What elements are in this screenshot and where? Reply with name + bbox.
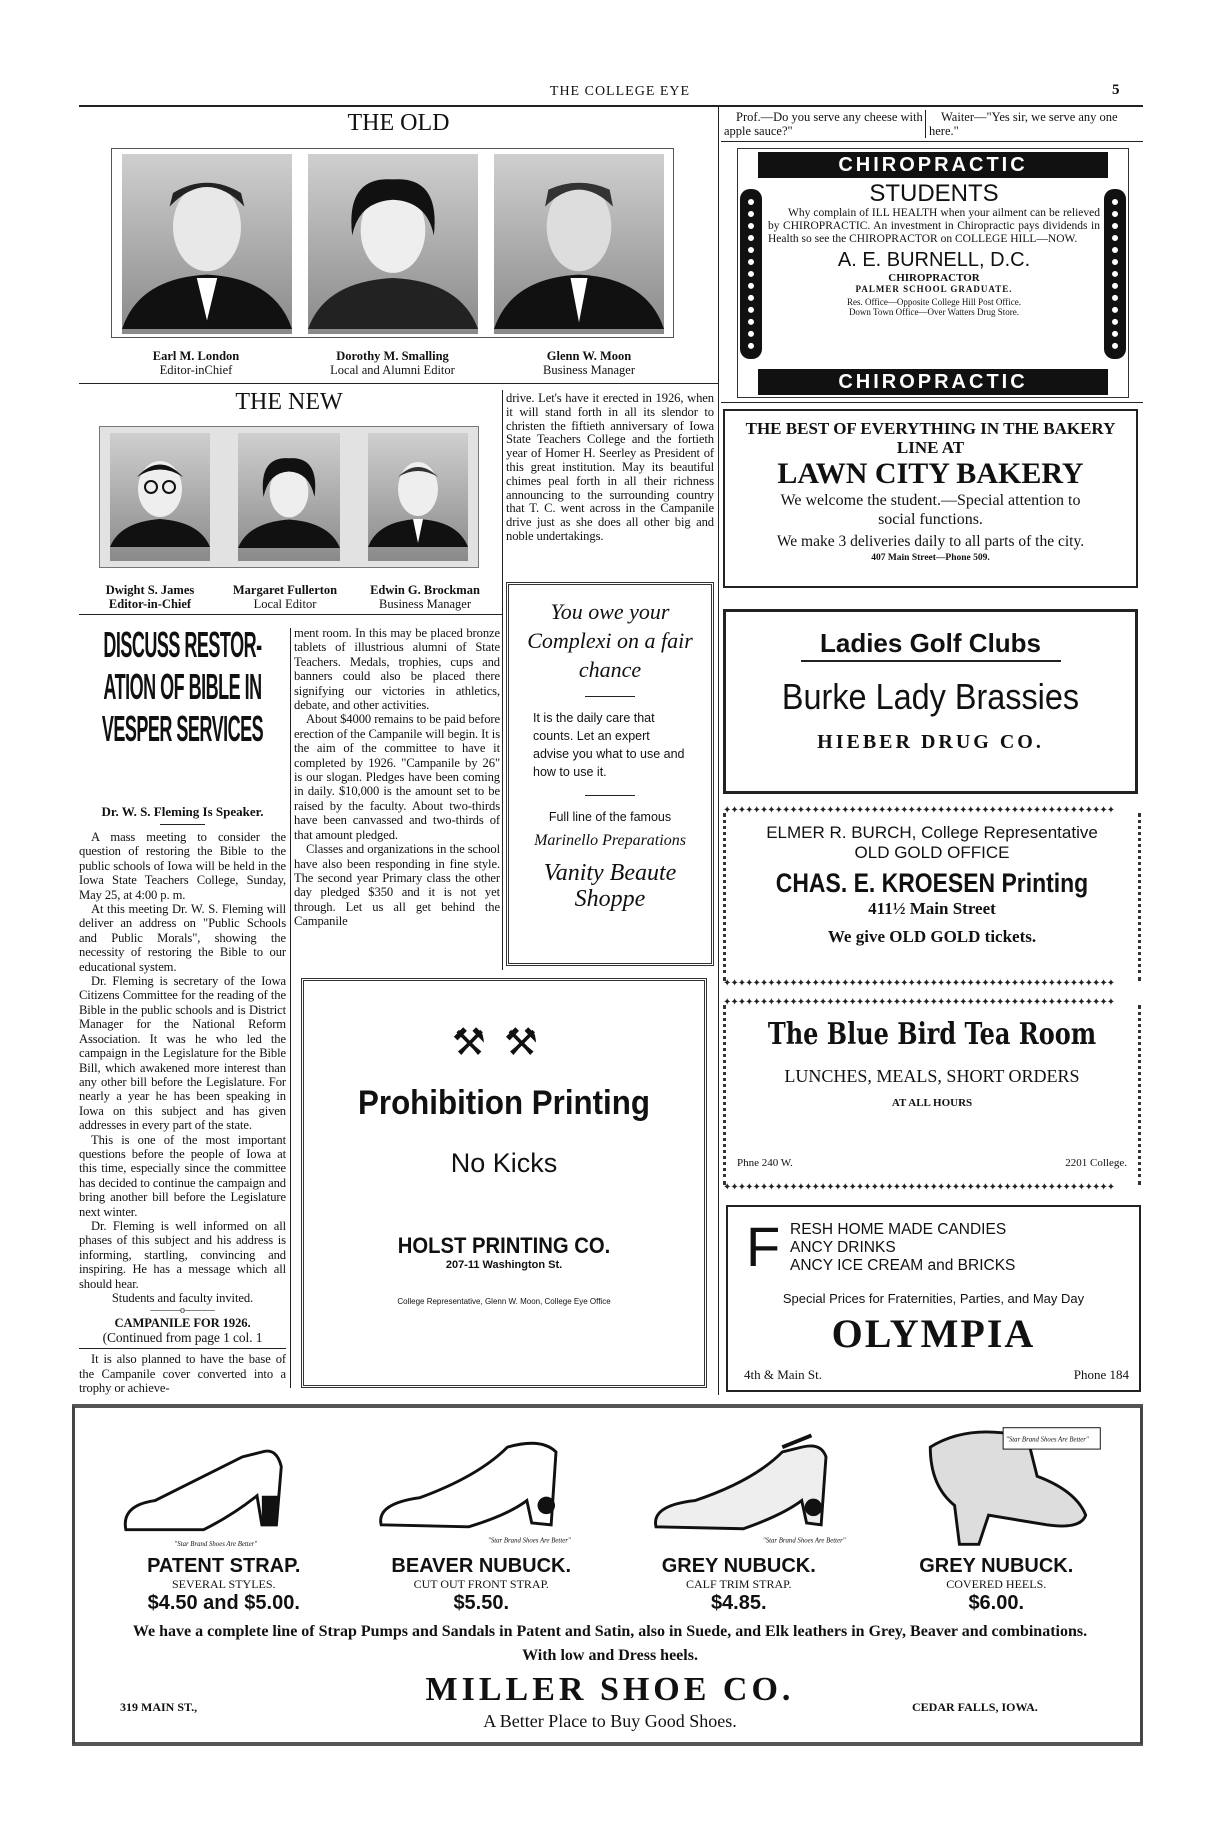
shoe-desc: SEVERAL STYLES. [171,1577,276,1591]
ad-border-bottom [72,1742,1143,1746]
staff-caption [220,583,350,611]
staff-caption [111,349,281,377]
vanity-body: It is the daily care that counts. Let an expert advise you what to use and how to use it. [533,711,685,779]
kroesen-office: OLD GOLD OFFICE [854,843,1010,862]
page-number: 5 [1112,82,1120,98]
olympia-address: 4th & Main St. [744,1367,823,1382]
photo-margaret-fullerton [238,433,340,561]
staff-name: Dwight S. James [105,583,195,597]
kroesen-tickets: We give OLD GOLD tickets. [827,927,1037,946]
star-border: ✦✦✦✦✦✦✦✦✦✦✦✦✦✦✦✦✦✦✦✦✦✦✦✦✦✦✦✦✦✦✦✦✦✦✦✦✦✦✦✦✦✦✦✦✦✦✦✦✦✦✦✦✦ [723,805,1115,816]
staff-caption [355,583,495,611]
section-rule [721,141,1143,142]
staff-role: Editor-in-Chief [108,597,192,611]
new-heading: THE NEW [235,389,343,415]
staff-caption [298,349,488,377]
shoe-tag: "Star Brand Shoes Are Better" [173,1541,257,1549]
shoe-item [109,1555,339,1614]
ad-border-top [72,1404,1143,1408]
section-rule [721,402,1143,403]
staff-name: Edwin G. Brockman [370,583,480,597]
chiro-school: PALMER SCHOOL GRADUATE. [855,284,1013,294]
olympia-item: RESH HOME MADE CANDIES [790,1221,1007,1238]
column-divider [502,390,503,970]
ad-border-left [72,1406,75,1744]
shoe-item [624,1555,854,1614]
paragraph: A mass meeting to consider the question of restoring the Bible to the public schools of Iowa will be held in the Iowa State Teachers College, Sunday, May 25, at 4:00 p. m. [79,830,286,902]
kroesen-name: CHAS. E. KROESEN Printing [775,868,1089,898]
campanile-conclusion: drive. Let's have it erected in 1926, when it will stand forth in all its slendor to christen the fiftieth anniversary of Iowa State Teachers College and the fortieth year of Homer H. Seerley as President of this great institution. May its beautiful chimes peal forth in all their richness announcing to the surrounding country that T. C. went across in the Campanile drive just as she does all other big and noble undertakings. [506,391,714,543]
shoe-tag: "Star Brand Shoes Are Better" [762,1537,846,1545]
shoe-illustrations [95,1418,1125,1554]
shoe-desc: COVERED HEELS. [946,1577,1047,1591]
prohibition-printing-ad [301,978,707,1388]
ad-border-right [1140,1406,1143,1744]
continued-note: (Continued from page 1 col. 1 [79,1331,286,1349]
bakery-welcome: We welcome the student.—Special attention to social functions. [780,492,1081,528]
printer-figures-icon: ⚒⚒ [451,1022,557,1064]
photo-edwin-brockman [368,433,468,561]
star-border [723,1005,726,1185]
campanile-body [294,626,500,929]
bakery-intro: THE BEST OF EVERYTHING IN THE BAKERY LINE AT [745,419,1116,457]
shoe-tag: "Star Brand Shoes Are Better" [487,1537,571,1545]
bluebird-menu: LUNCHES, MEALS, SHORT ORDERS [784,1066,1080,1086]
drop-cap: F [746,1215,781,1278]
olympia-name: OLYMPIA [831,1311,1036,1356]
chiropractic-banner: CHIROPRACTIC [758,152,1108,178]
shoe-line-description: We have a complete line of Strap Pumps and Sandals in Patent and Satin, also in Suede, and Elk leathers in Grey, Beaver and combinations. With low and Dress heels. [132,1623,1088,1664]
campanile-heading: CAMPANILE FOR 1926. [114,1316,251,1331]
shoe-desc: CUT OUT FRONT STRAP. [413,1577,549,1591]
holst-rep: College Representative, Glenn W. Moon, College Eye Office [397,1297,611,1306]
staff-name: Earl M. London [152,349,240,363]
staff-role: Business Manager [543,363,635,377]
article-headline: DISCUSS RESTOR-ATION OF BIBLE IN VESPER SERVICES [101,624,264,749]
staff-name: Margaret Fullerton [232,583,338,597]
shoe-price: $5.50. [453,1592,510,1614]
kroesen-rep: ELMER R. BURCH, College Representative [766,823,1098,842]
shoe-price: $6.00. [968,1592,1025,1614]
golf-product: Burke Lady Brassies [781,676,1080,717]
shoe-patent-strap-icon [113,1418,333,1554]
old-heading: THE OLD [347,110,450,136]
kroesen-address: 411½ Main Street [868,899,996,918]
photo-glenn-moon [494,154,664,334]
paragraph: Dr. Fleming is well informed on all phases of this subject and his address is informing, startling, convincing and inspiring. He has a message which all should hear. [79,1218,286,1291]
column-divider [290,628,291,1388]
shoe-desc: CALF TRIM STRAP. [686,1577,792,1591]
star-border [1138,813,1141,981]
chiro-title: CHIROPRACTOR [888,272,980,284]
shoe-tag: "Star Brand Shoes Are Better" [1005,1436,1089,1444]
bluebird-name: The Blue Bird Tea Room [767,1017,1097,1052]
short-rule [585,696,635,697]
shoe-grey-nubuck-strap-icon [643,1418,873,1554]
bluebird-hours: AT ALL HOURS [891,1097,973,1109]
photo-earl-london [122,154,292,334]
section-rule [79,383,718,384]
chiro-heading: STUDENTS [869,180,999,207]
miller-address: 319 MAIN ST., [120,1700,198,1714]
old-staff-names [111,349,674,377]
staff-role: Local Editor [253,597,317,611]
prohibition-title: Prohibition Printing [358,1084,650,1122]
paragraph: ment room. In this may be placed bronze tablets of illustrious alumni of State Teachers. Medals, trophies, cups and banners could also be placed there signifying our victories in athletics, debate, and other activities. [294,626,500,713]
bakery-address: 407 Main Street—Phone 509. [871,553,990,563]
paragraph: At this meeting Dr. W. S. Fleming will deliver an address on "Public Schools and Public Morals", showing the necessity of restoring the Bible to our educational system. [79,902,286,974]
bluebird-address: 2201 College. [1065,1157,1127,1169]
staff-role: Editor-inChief [159,363,233,377]
article-column [79,624,286,1395]
shoe-beaver-nubuck-icon [368,1418,608,1554]
chiropractic-banner: CHIROPRACTIC [758,369,1108,395]
spine-icon [740,189,762,359]
vanity-beaute-ad [506,582,714,966]
holst-company: HOLST PRINTING CO. [397,1233,611,1258]
shoe-name: PATENT STRAP. [147,1555,301,1577]
miller-slogan: A Better Place to Buy Good Shoes. [483,1711,737,1731]
short-rule [585,795,635,796]
shoe-price: $4.50 and $5.00. [147,1592,300,1614]
miller-shoe-name: MILLER SHOE CO. [425,1671,795,1708]
header-rule [79,105,1143,107]
prohibition-tagline: No Kicks [450,1148,558,1178]
paragraph: About $4000 remains to be paid before erection of the Campanile will begin. It is the aim of the committee to have it completed by 1926. "Campanile by 26" is our slogan. Pledges have been coming in daily. $10,000 is the amount set to be raised by the faculty. About two-thirds have been canvassed and two-thirds of that amount pledged. [294,712,500,842]
chiro-town-office: Down Town Office—Over Watters Drug Store. [848,307,1020,317]
olympia-special: Special Prices for Fraternities, Parties, and May Day [782,1291,1085,1306]
joke-prof: Prof.—Do you serve any cheese with apple sauce?" [724,110,923,138]
joke-divider [925,110,926,138]
old-photo-frame [111,148,674,338]
kroesen-printing-ad [723,805,1141,989]
paragraph: This is one of the most important questions before the people of Iowa at this time, especially since the committee has decided to continue the campaign and bring another bill before the Legislature next winter. [79,1132,286,1219]
photo-dwight-james [110,433,210,561]
paragraph: Classes and organizations in the school have also been responding in fine style. The second year Primary class the other day pledged $350 and it is not yet through. Let us all get behind the Campanile [294,842,500,929]
blue-bird-tea-room-ad [723,997,1141,1193]
shoe-grey-nubuck-heels-icon [908,1418,1108,1554]
headline-wrap [79,624,286,800]
shoe-price: $4.85. [710,1592,767,1614]
article-subhead: Dr. W. S. Fleming Is Speaker. [101,804,264,819]
joke-waiter: Waiter—"Yes sir, we serve any one here." [929,110,1118,138]
vanity-headline: You owe your Complexi on a fair chance [527,599,693,682]
new-staff-names [85,583,495,611]
spine-icon [1104,189,1126,359]
bakery-delivery: We make 3 deliveries daily to all parts of the city. [776,533,1085,550]
lawn-city-bakery-ad [723,409,1138,588]
ornament-divider: ———o——— [150,1305,215,1317]
short-rule [160,824,205,825]
staff-name: Glenn W. Moon [546,349,632,363]
miller-city: CEDAR FALLS, IOWA. [912,1700,1038,1714]
hieber-golf-ad [723,609,1138,794]
star-border: ✦✦✦✦✦✦✦✦✦✦✦✦✦✦✦✦✦✦✦✦✦✦✦✦✦✦✦✦✦✦✦✦✦✦✦✦✦✦✦✦✦✦✦✦✦✦✦✦✦✦✦✦✦ [723,997,1115,1008]
chiro-name: A. E. BURNELL, D.C. [837,249,1031,271]
bakery-name: LAWN CITY BAKERY [777,457,1084,490]
paragraph: Dr. Fleming is secretary of the Iowa Citizens Committee for the reading of the Bible in the public schools and is District Manager for the National Reform Association. It was he who led the campaign in the Legislature for the Bible Bill, which awakened more interest than any other bill before the Legislature. For nearly a year he has been speaking in Iowa on this subject and has given addresses in every part of the state. [79,974,286,1133]
shoe-name: GREY NUBUCK. [661,1555,816,1577]
olympia-item: ANCY DRINKS [790,1239,896,1256]
staff-caption [85,583,215,611]
newspaper-title: THE COLLEGE EYE [549,84,691,99]
chiropractic-ad [737,148,1129,398]
vanity-line: Full line of the famous [548,810,672,824]
star-border: ✦✦✦✦✦✦✦✦✦✦✦✦✦✦✦✦✦✦✦✦✦✦✦✦✦✦✦✦✦✦✦✦✦✦✦✦✦✦✦✦✦✦✦✦✦✦✦✦✦✦✦✦✦ [723,1182,1115,1193]
chiro-res-office: Res. Office—Opposite College Hill Post Office. [847,297,1021,307]
star-border [723,813,726,981]
staff-caption [504,349,674,377]
new-photo-frame [99,426,479,568]
shoe-item [366,1555,596,1614]
star-border [1138,1005,1141,1185]
chiro-body: Why complain of ILL HEALTH when your ailment can be relieved by CHIROPRACTIC. An investment in Chiropractic pays dividends in Health so see the CHIROPRACTOR on COLLEGE HILL—NOW. [768,207,1100,245]
olympia-phone: Phone 184 [1073,1367,1129,1382]
staff-name: Dorothy M. Smalling [336,349,449,363]
star-border: ✦✦✦✦✦✦✦✦✦✦✦✦✦✦✦✦✦✦✦✦✦✦✦✦✦✦✦✦✦✦✦✦✦✦✦✦✦✦✦✦✦✦✦✦✦✦✦✦✦✦✦✦✦ [723,978,1115,989]
vanity-shop-name: Vanity Beaute Shoppe [543,860,677,912]
staff-role: Business Manager [379,597,471,611]
golf-title: Ladies Golf Clubs [801,626,1061,662]
article-body [79,830,286,1395]
paragraph: Students and faculty invited. [111,1291,254,1305]
olympia-ad [726,1205,1141,1392]
shoe-name: BEAVER NUBUCK. [391,1555,572,1577]
bluebird-phone: Phne 240 W. [737,1157,793,1169]
shoe-name: GREY NUBUCK. [919,1555,1074,1577]
shoe-listings [95,1555,1125,1614]
column-divider [718,105,719,1395]
staff-role: Local and Alumni Editor [330,363,455,377]
olympia-item: ANCY ICE CREAM and BRICKS [790,1257,1016,1274]
photo-dorothy-smalling [308,154,478,334]
holst-address: 207-11 Washington St. [445,1259,563,1271]
golf-store: HIEBER DRUG CO. [817,731,1044,753]
shoe-item [881,1555,1111,1614]
section-rule [79,614,502,615]
vanity-product: Marinello Preparations [534,832,686,849]
olympia-list [790,1221,1015,1275]
paragraph: It is also planned to have the base of the Campanile cover converted into a trophy or achieve- [79,1352,286,1396]
chiropractic-content [764,180,1104,317]
